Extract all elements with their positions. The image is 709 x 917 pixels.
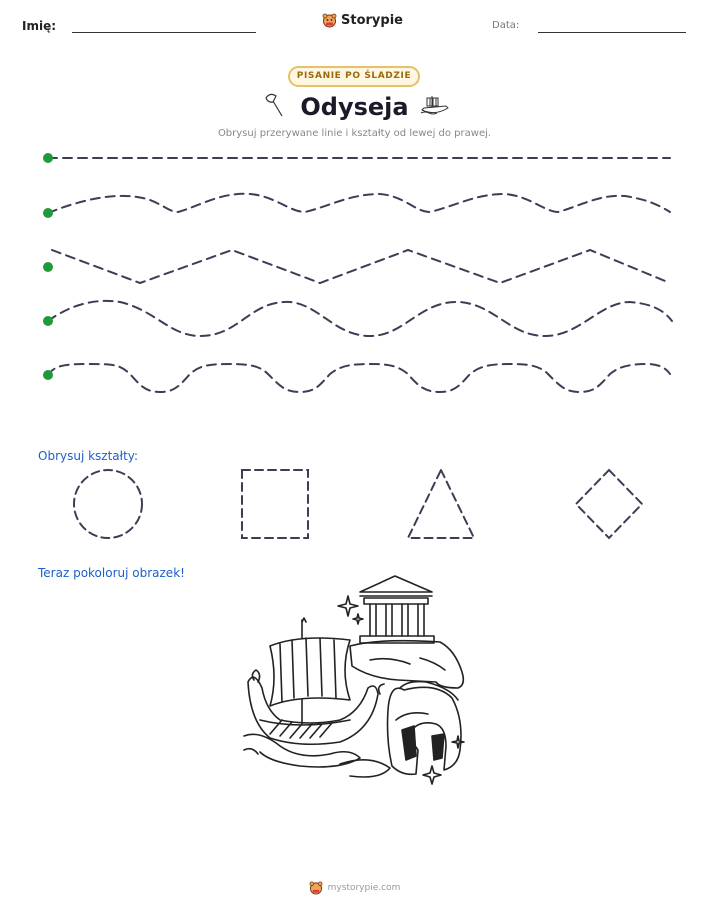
start-dot	[43, 153, 53, 163]
shapes-heading: Obrysuj kształty:	[38, 449, 139, 463]
dashed-square	[242, 470, 308, 538]
helmet-icon	[379, 682, 461, 775]
dashed-circle	[74, 470, 142, 538]
tracing-line-rounded-wave	[48, 364, 670, 392]
storypie-logo-icon	[309, 881, 323, 895]
start-dot	[43, 370, 53, 380]
start-dot	[43, 208, 53, 218]
tracing-shapes	[0, 460, 709, 550]
ship-icon	[248, 618, 378, 744]
dashed-diamond	[576, 470, 642, 538]
start-dot	[43, 262, 53, 272]
tracing-line-wave	[48, 194, 670, 213]
page-title: Odyseja	[300, 93, 409, 121]
tracing-lines	[0, 0, 709, 420]
coloring-heading: Teraz pokoloruj obrazek!	[38, 566, 185, 580]
brand-name: Storypie	[341, 13, 403, 28]
temple-icon	[360, 576, 434, 643]
footer	[0, 881, 709, 895]
date-label: Data:	[492, 20, 520, 31]
odyssey-coloring-picture	[240, 570, 470, 785]
dashed-triangle	[408, 470, 474, 538]
worksheet-type-badge: PISANIE PO ŚLADZIE	[288, 66, 420, 87]
tracing-line-wave-2	[48, 301, 672, 336]
footer-site[interactable]: mystorypie.com	[327, 883, 401, 893]
instructions: Obrysuj przerywane linie i kształty od lewej do prawej.	[217, 128, 492, 139]
start-dot	[43, 316, 53, 326]
tracing-line-zigzag	[52, 250, 670, 283]
name-label: Imię:	[22, 19, 57, 33]
